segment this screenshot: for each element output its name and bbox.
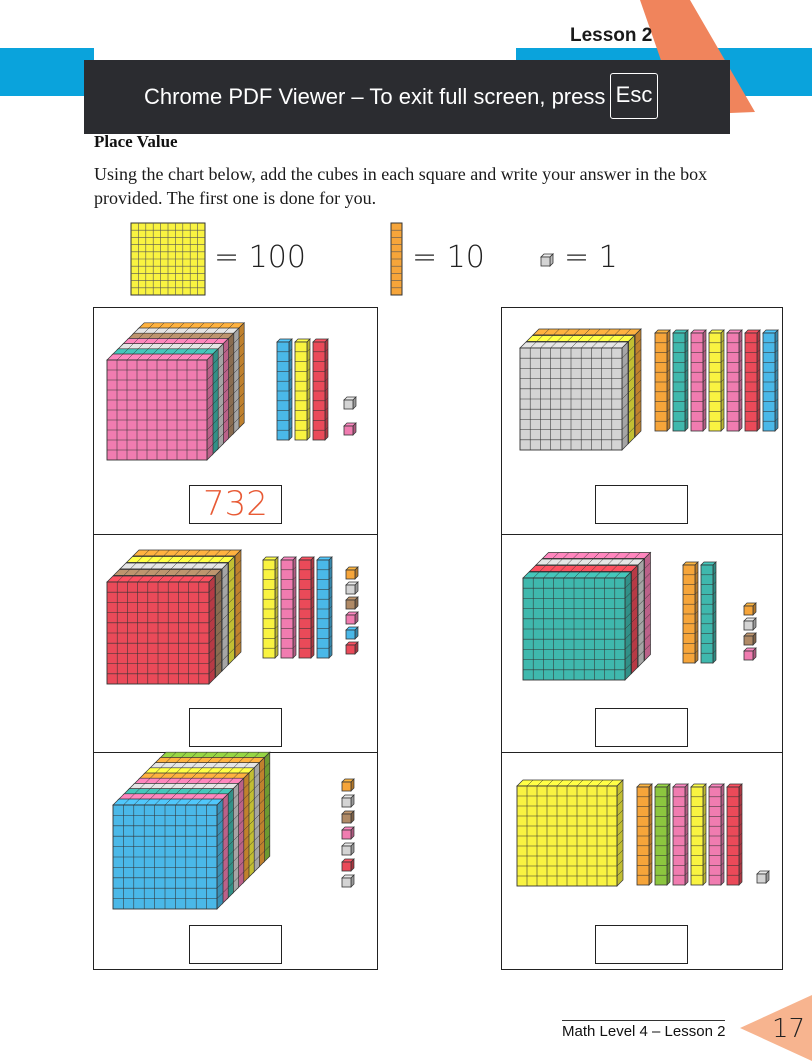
one-cube-7: [342, 875, 354, 887]
hundred-flat-1: [523, 572, 631, 680]
esc-key-hint[interactable]: Esc: [610, 73, 658, 119]
ten-rod-3: [299, 557, 314, 658]
one-cube-1: [344, 397, 356, 409]
section-title: Place Value: [94, 132, 178, 151]
ten-rod-1: [655, 330, 670, 431]
ten-rod-1: [637, 784, 652, 885]
ten-rod-4: [691, 784, 706, 885]
ten-rod-5: [709, 784, 724, 885]
answer-box-2[interactable]: [595, 485, 688, 524]
ten-rod-2: [655, 784, 670, 885]
one-cube-1: [757, 871, 769, 883]
hundred-flat-1: [107, 576, 215, 684]
legend-one-value: = 1: [564, 240, 618, 275]
ten-rod-4: [709, 330, 724, 431]
one-cube-5: [346, 627, 358, 639]
one-cube-1: [744, 603, 756, 615]
problem-1-blocks: [107, 323, 356, 460]
hundred-flat-1: [107, 354, 213, 460]
answer-box-6[interactable]: [595, 925, 688, 964]
instructions: Using the chart below, add the cubes in each square and write your answer in the box provided. The first one is done for you.: [94, 164, 708, 208]
ten-rod-7: [763, 330, 778, 431]
one-cube-3: [346, 597, 358, 609]
ten-rod-4: [317, 557, 332, 658]
ten-rod-2: [673, 330, 688, 431]
ten-rod-1: [263, 557, 278, 658]
legend-ten-value: = 10: [412, 240, 485, 275]
one-cube-3: [744, 633, 756, 645]
one-cube-4: [342, 827, 354, 839]
ten-rod-5: [727, 330, 742, 431]
legend-hundred-value: = 100: [214, 240, 306, 275]
page-number: 17: [772, 1014, 806, 1044]
answer-box-5[interactable]: [189, 925, 282, 964]
one-cube-2: [744, 618, 756, 630]
one-cube-2: [342, 795, 354, 807]
answer-box-3[interactable]: [189, 708, 282, 747]
ten-rod-3: [691, 330, 706, 431]
ten-rod-3: [313, 339, 328, 440]
one-cube-6: [346, 642, 358, 654]
one-cube-1: [342, 779, 354, 791]
hundred-flat-1: [517, 780, 623, 886]
one-cube-6: [342, 859, 354, 871]
hundred-flat-1: [520, 342, 628, 450]
problem-2-blocks: [520, 329, 778, 450]
ten-rod-1: [277, 339, 292, 440]
answer-box-4[interactable]: [595, 708, 688, 747]
problem-6-blocks: [517, 780, 769, 886]
one-cube-2: [346, 582, 358, 594]
ten-rod-2: [281, 557, 296, 658]
one-cube-1: [346, 567, 358, 579]
ten-rod-3: [673, 784, 688, 885]
one-cube-2: [344, 423, 356, 435]
hundred-flat-1: [113, 799, 223, 909]
footer-course: Math Level 4 – Lesson 2: [562, 1020, 725, 1040]
lesson-label: Lesson 2: [570, 25, 653, 46]
ten-rod-6: [745, 330, 760, 431]
answer-box-1[interactable]: 732: [189, 485, 282, 524]
problem-3-blocks: [107, 550, 358, 684]
ten-rod-2: [701, 562, 716, 663]
one-cube-3: [342, 811, 354, 823]
ten-rod-2: [295, 339, 310, 440]
one-cube-4: [346, 612, 358, 624]
problem-5-blocks: [113, 752, 354, 909]
ten-rod-6: [727, 784, 742, 885]
one-cube-4: [744, 648, 756, 660]
fullscreen-notice-text: Chrome PDF Viewer – To exit full screen, press: [144, 84, 606, 109]
one-cube-5: [342, 843, 354, 855]
problem-4-blocks: [523, 553, 756, 681]
ten-rod-1: [683, 562, 698, 663]
